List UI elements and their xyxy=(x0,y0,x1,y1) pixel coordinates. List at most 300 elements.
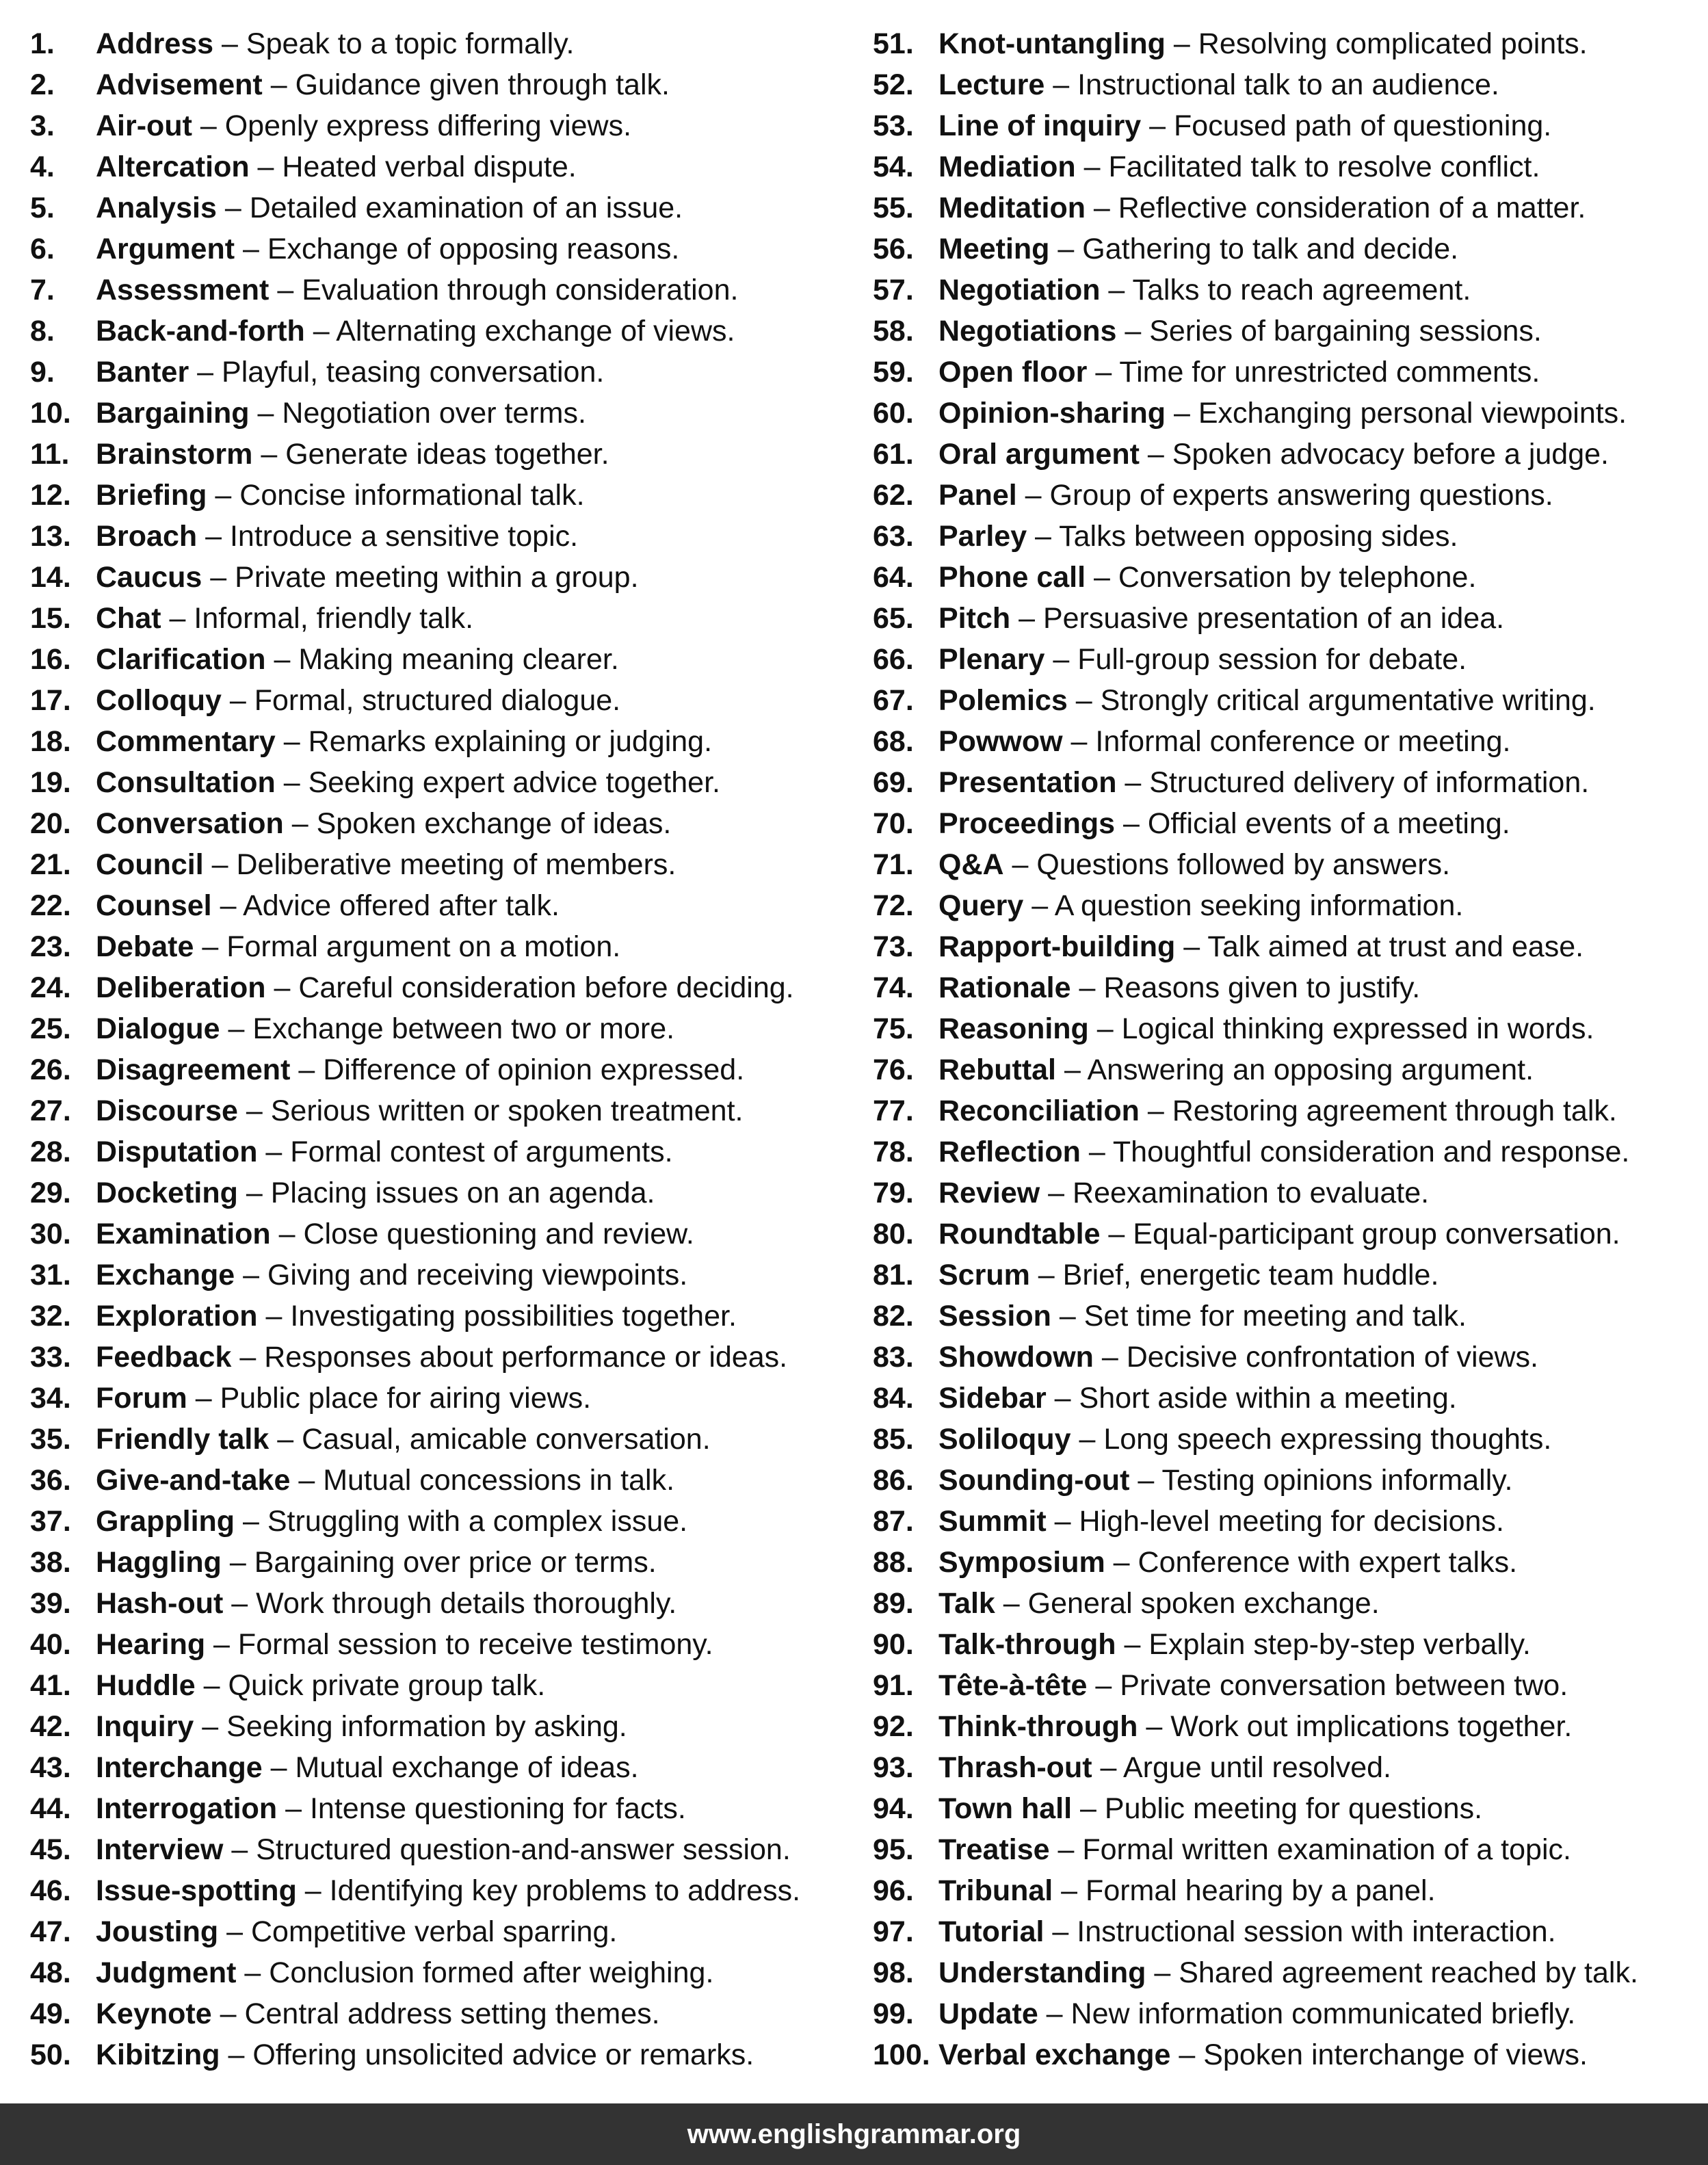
item-definition: Making meaning clearer. xyxy=(298,643,619,676)
list-item xyxy=(873,1337,1694,1378)
item-separator: – xyxy=(237,1177,271,1209)
list-item xyxy=(30,1378,851,1419)
list-item xyxy=(873,1501,1694,1542)
item-separator: – xyxy=(1046,1505,1079,1538)
item-definition: Shared agreement reached by talk. xyxy=(1179,1956,1638,1989)
item-number: 70. xyxy=(873,807,914,840)
list-item xyxy=(30,1706,851,1747)
item-definition: High-level meeting for decisions. xyxy=(1079,1505,1504,1538)
item-definition: Formal hearing by a panel. xyxy=(1086,1874,1436,1907)
item-separator: – xyxy=(1038,1997,1071,2030)
item-definition: Work out implications together. xyxy=(1170,1710,1573,1743)
item-term: Commentary xyxy=(96,725,276,758)
item-number: 36. xyxy=(30,1464,71,1497)
item-separator: – xyxy=(195,1669,228,1702)
item-term: Scrum xyxy=(938,1259,1030,1291)
item-separator: – xyxy=(1092,1751,1123,1784)
item-definition: Central address setting themes. xyxy=(244,1997,660,2030)
item-separator: – xyxy=(161,602,194,635)
item-number: 69. xyxy=(873,766,914,799)
item-separator: – xyxy=(1070,971,1104,1004)
list-item xyxy=(873,762,1694,803)
item-separator: – xyxy=(1085,192,1118,224)
item-definition: Work through details thoroughly. xyxy=(256,1587,677,1620)
item-separator: – xyxy=(1139,1094,1172,1127)
list-item xyxy=(873,1747,1694,1788)
item-separator: – xyxy=(221,1546,254,1579)
item-definition: Bargaining over price or terms. xyxy=(254,1546,657,1579)
item-number: 35. xyxy=(30,1423,71,1456)
list-item xyxy=(873,1542,1694,1583)
list-item xyxy=(30,1542,851,1583)
item-definition: Concise informational talk. xyxy=(239,479,585,512)
item-definition: Informal conference or meeting. xyxy=(1095,725,1511,758)
list-item xyxy=(30,2034,851,2075)
item-number: 34. xyxy=(30,1382,71,1415)
list-item xyxy=(30,311,851,352)
item-definition: Mutual exchange of ideas. xyxy=(295,1751,639,1784)
item-term: Banter xyxy=(96,356,189,389)
list-item xyxy=(873,1829,1694,1870)
item-definition: Placing issues on an agenda. xyxy=(270,1177,655,1209)
item-number: 15. xyxy=(30,602,71,635)
item-definition: Guidance given through talk. xyxy=(295,68,670,101)
list-item xyxy=(873,105,1694,146)
item-number: 72. xyxy=(873,889,914,922)
list-item xyxy=(873,803,1694,844)
item-number: 10. xyxy=(30,397,71,430)
item-number: 59. xyxy=(873,356,914,389)
item-number: 79. xyxy=(873,1177,914,1209)
item-number: 76. xyxy=(873,1053,914,1086)
item-separator: – xyxy=(1086,561,1118,594)
item-separator: – xyxy=(211,1997,245,2030)
item-separator: – xyxy=(1051,1300,1084,1333)
list-item xyxy=(30,1131,851,1172)
item-separator: – xyxy=(211,889,244,922)
list-item xyxy=(873,475,1694,516)
item-definition: Openly express differing views. xyxy=(224,109,632,142)
item-definition: Thoughtful consideration and response. xyxy=(1112,1136,1630,1168)
item-term: Dialogue xyxy=(96,1012,220,1045)
item-separator: – xyxy=(290,1053,324,1086)
item-definition: General spoken exchange. xyxy=(1027,1587,1380,1620)
item-separator: – xyxy=(1087,1669,1120,1702)
item-separator: – xyxy=(1080,1136,1113,1168)
item-number: 55. xyxy=(873,192,914,224)
item-number: 25. xyxy=(30,1012,71,1045)
item-term: Briefing xyxy=(96,479,207,512)
item-number: 95. xyxy=(873,1833,914,1866)
item-term: Review xyxy=(938,1177,1040,1209)
item-term: Inquiry xyxy=(96,1710,194,1743)
item-number: 38. xyxy=(30,1546,71,1579)
item-term: Friendly talk xyxy=(96,1423,270,1456)
item-definition: Alternating exchange of views. xyxy=(336,315,735,347)
item-number: 51. xyxy=(873,27,914,60)
list-item xyxy=(30,844,851,885)
item-term: Analysis xyxy=(96,192,217,224)
list-item xyxy=(30,967,851,1008)
item-number: 54. xyxy=(873,150,914,183)
item-term: Disagreement xyxy=(96,1053,291,1086)
item-definition: Resolving complicated points. xyxy=(1198,27,1588,60)
item-term: Q&A xyxy=(938,848,1004,881)
item-term: Meditation xyxy=(938,192,1086,224)
item-definition: Gathering to talk and decide. xyxy=(1082,233,1459,265)
list-item xyxy=(30,1829,851,1870)
list-item xyxy=(873,516,1694,557)
item-term: Consultation xyxy=(96,766,276,799)
item-definition: Full-group session for debate. xyxy=(1077,643,1467,676)
item-definition: Detailed examination of an issue. xyxy=(249,192,683,224)
item-separator: – xyxy=(249,150,283,183)
item-number: 52. xyxy=(873,68,914,101)
item-number: 92. xyxy=(873,1710,914,1743)
list-item xyxy=(30,1911,851,1952)
item-term: Panel xyxy=(938,479,1017,512)
item-term: Reasoning xyxy=(938,1012,1089,1045)
list-item xyxy=(873,1460,1694,1501)
item-definition: Talk aimed at trust and ease. xyxy=(1207,930,1584,963)
item-definition: Seeking information by asking. xyxy=(226,1710,627,1743)
item-number: 47. xyxy=(30,1915,71,1948)
item-number: 23. xyxy=(30,930,71,963)
list-item xyxy=(873,1008,1694,1049)
item-separator: – xyxy=(249,397,283,430)
list-item xyxy=(30,762,851,803)
item-separator: – xyxy=(1115,807,1148,840)
item-definition: Quick private group talk. xyxy=(228,1669,546,1702)
item-number: 82. xyxy=(873,1300,914,1333)
item-separator: – xyxy=(1141,109,1174,142)
item-definition: Instructional talk to an audience. xyxy=(1077,68,1499,101)
item-separator: – xyxy=(194,930,227,963)
item-separator: – xyxy=(231,1341,265,1374)
item-definition: A question seeking information. xyxy=(1054,889,1464,922)
item-definition: Spoken advocacy before a judge. xyxy=(1172,438,1609,471)
list-item xyxy=(873,926,1694,967)
item-number: 66. xyxy=(873,643,914,676)
item-term: Verbal exchange xyxy=(938,2038,1171,2071)
item-number: 29. xyxy=(30,1177,71,1209)
list-item xyxy=(873,1788,1694,1829)
list-item xyxy=(873,393,1694,434)
item-definition: Time for unrestricted comments. xyxy=(1119,356,1540,389)
item-separator: – xyxy=(237,1094,271,1127)
item-term: Bargaining xyxy=(96,397,250,430)
item-number: 77. xyxy=(873,1094,914,1127)
item-number: 60. xyxy=(873,397,914,430)
item-term: Meeting xyxy=(938,233,1050,265)
item-term: Opinion-sharing xyxy=(938,397,1166,430)
item-term: Discourse xyxy=(96,1094,238,1127)
item-term: Interview xyxy=(96,1833,224,1866)
item-term: Conversation xyxy=(96,807,284,840)
item-number: 46. xyxy=(30,1874,71,1907)
item-term: Reflection xyxy=(938,1136,1081,1168)
item-term: Talk-through xyxy=(938,1628,1116,1661)
item-separator: – xyxy=(203,848,237,881)
item-separator: – xyxy=(1029,1259,1063,1291)
item-number: 81. xyxy=(873,1259,914,1291)
item-definition: Private conversation between two. xyxy=(1120,1669,1568,1702)
list-item xyxy=(30,1255,851,1296)
item-separator: – xyxy=(269,274,302,306)
item-separator: – xyxy=(187,1382,220,1415)
item-number: 26. xyxy=(30,1053,71,1086)
item-number: 5. xyxy=(30,192,55,224)
item-term: Rationale xyxy=(938,971,1071,1004)
item-separator: – xyxy=(1044,1915,1077,1948)
item-term: Update xyxy=(938,1997,1038,2030)
item-number: 19. xyxy=(30,766,71,799)
item-separator: – xyxy=(1003,848,1037,881)
list-item xyxy=(30,639,851,680)
item-term: Interchange xyxy=(96,1751,263,1784)
item-separator: – xyxy=(275,766,308,799)
item-term: Jousting xyxy=(96,1915,219,1948)
list-item xyxy=(873,1378,1694,1419)
item-term: Treatise xyxy=(938,1833,1050,1866)
item-separator: – xyxy=(236,1956,270,1989)
list-item xyxy=(30,1460,851,1501)
item-separator: – xyxy=(207,479,240,512)
item-number: 30. xyxy=(30,1218,71,1250)
item-separator: – xyxy=(262,68,295,101)
item-number: 11. xyxy=(30,438,70,471)
item-term: Tête-à-tête xyxy=(938,1669,1088,1702)
item-separator: – xyxy=(1070,1423,1104,1456)
list-item xyxy=(873,1952,1694,1993)
item-definition: Exchange of opposing reasons. xyxy=(267,233,680,265)
item-term: Negotiation xyxy=(938,274,1101,306)
list-item xyxy=(30,1993,851,2034)
item-definition: Exchanging personal viewpoints. xyxy=(1198,397,1627,430)
list-item xyxy=(873,1213,1694,1255)
list-item xyxy=(30,1172,851,1213)
item-separator: – xyxy=(213,27,246,60)
item-definition: Group of experts answering questions. xyxy=(1049,479,1553,512)
item-number: 39. xyxy=(30,1587,71,1620)
item-number: 31. xyxy=(30,1259,71,1291)
item-separator: – xyxy=(1139,438,1172,471)
list-item xyxy=(30,393,851,434)
list-item xyxy=(30,721,851,762)
item-term: Broach xyxy=(96,520,198,553)
item-number: 84. xyxy=(873,1382,914,1415)
list-item xyxy=(873,1172,1694,1213)
item-term: Assessment xyxy=(96,274,270,306)
item-definition: Questions followed by answers. xyxy=(1036,848,1451,881)
item-separator: – xyxy=(1072,1792,1105,1825)
list-item xyxy=(30,1583,851,1624)
footer-bar xyxy=(0,2103,1708,2165)
item-term: Soliloquy xyxy=(938,1423,1071,1456)
list-item xyxy=(30,1090,851,1131)
item-definition: Facilitated talk to resolve conflict. xyxy=(1108,150,1540,183)
item-number: 24. xyxy=(30,971,71,1004)
item-term: Examination xyxy=(96,1218,271,1250)
item-term: Session xyxy=(938,1300,1051,1333)
item-term: Hearing xyxy=(96,1628,206,1661)
item-definition: Focused path of questioning. xyxy=(1174,109,1552,142)
list-item xyxy=(30,1296,851,1337)
item-term: Line of inquiry xyxy=(938,109,1142,142)
item-term: Give-and-take xyxy=(96,1464,291,1497)
list-item xyxy=(30,352,851,393)
item-term: Judgment xyxy=(96,1956,237,1989)
item-definition: Identifying key problems to address. xyxy=(329,1874,801,1907)
item-term: Grappling xyxy=(96,1505,235,1538)
list-item xyxy=(30,434,851,475)
item-number: 75. xyxy=(873,1012,914,1045)
item-separator: – xyxy=(277,1792,310,1825)
item-definition: Restoring agreement through talk. xyxy=(1172,1094,1617,1127)
list-item xyxy=(30,146,851,187)
item-definition: Competitive verbal sparring. xyxy=(250,1915,618,1948)
list-item xyxy=(873,967,1694,1008)
item-definition: Mutual concessions in talk. xyxy=(323,1464,675,1497)
item-definition: Formal, structured dialogue. xyxy=(254,684,621,717)
item-number: 61. xyxy=(873,438,914,471)
item-definition: Argue until resolved. xyxy=(1122,1751,1391,1784)
item-term: Forum xyxy=(96,1382,187,1415)
list-item xyxy=(30,598,851,639)
item-definition: Answering an opposing argument. xyxy=(1087,1053,1534,1086)
item-term: Proceedings xyxy=(938,807,1116,840)
list-item xyxy=(30,1008,851,1049)
item-number: 13. xyxy=(30,520,71,553)
item-term: Symposium xyxy=(938,1546,1105,1579)
item-term: Clarification xyxy=(96,643,266,676)
item-definition: Short aside within a meeting. xyxy=(1079,1382,1457,1415)
list-item xyxy=(873,352,1694,393)
item-definition: Structured delivery of information. xyxy=(1149,766,1590,799)
item-number: 56. xyxy=(873,233,914,265)
list-item xyxy=(30,1870,851,1911)
item-separator: – xyxy=(197,520,230,553)
item-term: Chat xyxy=(96,602,161,635)
item-definition: Intense questioning for facts. xyxy=(309,1792,686,1825)
item-separator: – xyxy=(1165,27,1198,60)
list-item xyxy=(873,1870,1694,1911)
item-definition: Giving and receiving viewpoints. xyxy=(267,1259,688,1291)
item-number: 88. xyxy=(873,1546,914,1579)
item-term: Council xyxy=(96,848,204,881)
item-separator: – xyxy=(202,561,235,594)
item-definition: Talks to reach agreement. xyxy=(1132,274,1471,306)
item-separator: – xyxy=(1175,930,1208,963)
item-definition: Explain step-by-step verbally. xyxy=(1148,1628,1531,1661)
item-term: Docketing xyxy=(96,1177,238,1209)
item-definition: Struggling with a complex issue. xyxy=(267,1505,688,1538)
item-term: Parley xyxy=(938,520,1027,553)
list-item xyxy=(873,2034,1694,2075)
item-term: Colloquy xyxy=(96,684,222,717)
item-separator: – xyxy=(290,1464,324,1497)
item-term: Reconciliation xyxy=(938,1094,1140,1127)
item-number: 45. xyxy=(30,1833,71,1866)
item-term: Thrash-out xyxy=(938,1751,1092,1784)
item-definition: Structured question-and-answer session. xyxy=(256,1833,791,1866)
item-separator: – xyxy=(1138,1710,1171,1743)
list-item xyxy=(30,1501,851,1542)
list-item xyxy=(30,228,851,270)
item-separator: – xyxy=(1105,1546,1138,1579)
item-number: 7. xyxy=(30,274,55,306)
item-separator: – xyxy=(1116,1628,1149,1661)
item-separator: – xyxy=(1023,889,1055,922)
item-separator: – xyxy=(221,684,254,717)
item-definition: Advice offered after talk. xyxy=(243,889,560,922)
list-item xyxy=(30,1788,851,1829)
item-term: Talk xyxy=(938,1587,995,1620)
item-definition: Set time for meeting and talk. xyxy=(1083,1300,1467,1333)
item-separator: – xyxy=(262,1751,295,1784)
item-separator: – xyxy=(223,1833,257,1866)
item-number: 93. xyxy=(873,1751,914,1784)
item-separator: – xyxy=(1046,1382,1079,1415)
item-term: Showdown xyxy=(938,1341,1094,1374)
item-number: 62. xyxy=(873,479,914,512)
item-definition: Brief, energetic team huddle. xyxy=(1062,1259,1439,1291)
item-number: 74. xyxy=(873,971,914,1004)
list-item xyxy=(30,680,851,721)
list-item xyxy=(30,270,851,311)
item-term: Exploration xyxy=(96,1300,258,1333)
item-number: 49. xyxy=(30,1997,71,2030)
list-item xyxy=(873,270,1694,311)
item-definition: Formal argument on a motion. xyxy=(226,930,621,963)
item-number: 83. xyxy=(873,1341,914,1374)
item-term: Summit xyxy=(938,1505,1047,1538)
item-term: Exchange xyxy=(96,1259,235,1291)
item-separator: – xyxy=(1016,479,1050,512)
item-separator: – xyxy=(192,109,225,142)
item-separator: – xyxy=(1146,1956,1179,1989)
item-definition: Negotiation over terms. xyxy=(282,397,586,430)
item-number: 41. xyxy=(30,1669,71,1702)
item-separator: – xyxy=(205,1628,238,1661)
item-number: 16. xyxy=(30,643,71,676)
list-item xyxy=(873,187,1694,228)
list-item xyxy=(873,1665,1694,1706)
item-term: Knot-untangling xyxy=(938,27,1166,60)
item-term: Air-out xyxy=(96,109,192,142)
item-number: 97. xyxy=(873,1915,914,1948)
item-term: Altercation xyxy=(96,150,250,183)
item-separator: – xyxy=(1087,356,1120,389)
item-separator: – xyxy=(257,1300,291,1333)
footer-url[interactable]: www.englishgrammar.org xyxy=(687,2119,1021,2149)
item-definition: Formal contest of arguments. xyxy=(290,1136,673,1168)
item-term: Plenary xyxy=(938,643,1045,676)
item-number: 96. xyxy=(873,1874,914,1907)
item-number: 64. xyxy=(873,561,914,594)
item-separator: – xyxy=(220,1012,253,1045)
item-separator: – xyxy=(1116,315,1150,347)
item-number: 50. xyxy=(30,2038,71,2071)
item-separator: – xyxy=(283,807,317,840)
item-number: 78. xyxy=(873,1136,914,1168)
item-definition: Playful, teasing conversation. xyxy=(222,356,605,389)
item-number: 28. xyxy=(30,1136,71,1168)
item-separator: – xyxy=(223,1587,257,1620)
item-definition: Formal written examination of a topic. xyxy=(1082,1833,1571,1866)
item-number: 90. xyxy=(873,1628,914,1661)
item-number: 85. xyxy=(873,1423,914,1456)
